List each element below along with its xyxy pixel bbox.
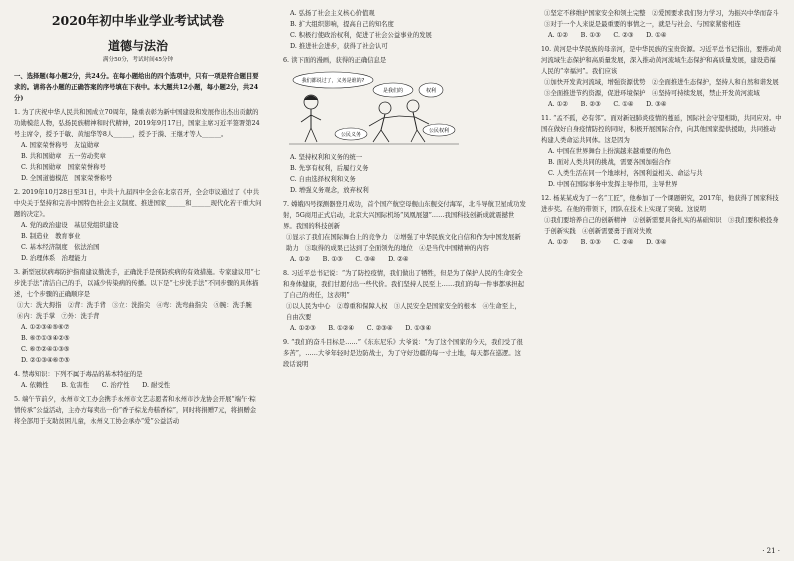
bubble-text-3: 权利 — [425, 88, 437, 94]
question-1-option: D. 全国道德模范 国家荣誉称号 — [21, 175, 113, 182]
question-5-option: B. 扩大组织影响，提高自己的知名度 — [290, 21, 394, 28]
question-5-option: D. 推进社会进步，获得了社会认可 — [290, 43, 388, 50]
cartoon-illustration — [289, 70, 459, 150]
question-1-option: B. 共和国勋章 五一劳动奖章 — [21, 153, 106, 160]
question-3-option: B. ⑥⑦①③④②⑤ — [21, 335, 70, 342]
column-middle — [283, 8, 526, 556]
question-3-option: C. ⑥⑦②④①③⑤ — [21, 346, 70, 353]
question-6-stem: 6. 读下面的漫画，获得的正确信息是 — [283, 57, 387, 64]
question-6-option: D. 增强义务观念，放弃权利 — [290, 187, 369, 194]
tag-text-1: 公民义务 — [340, 132, 362, 138]
question-4-options: A. 依赖性 B. 危害性 C. 治疗性 D. 耐受性 — [21, 382, 171, 389]
question-2-option: D. 治理体系 治理能力 — [21, 255, 87, 262]
question-11-option: D. 中国在国际事务中发挥主导作用，主导世界 — [548, 181, 678, 188]
question-11-stem: 11. “孟不孤，必有邻”。面对新冠肺炎疫情的蔓延，国际社会守望相助，共同应对。中国在做好自身疫情防控的同时，积极开展国际合作，向其他国家提供援助，共同推动构建人类命运共同体。这是因为 — [541, 115, 782, 144]
tag-text-2: 公民权利 — [428, 128, 450, 134]
question-1-option: A. 国家荣誉称号 友谊勋章 — [21, 142, 100, 149]
person-head-icon — [379, 102, 391, 114]
question-1-option: C. 共和国勋章 国家荣誉称号 — [21, 164, 106, 171]
person-hair-icon — [304, 96, 318, 101]
exam-meta: 满分50分，考试时间45分钟 — [102, 57, 174, 63]
question-9-stem: 9. “我们的奋斗目标是……”《东东尼乐》大爷说：“为了这个国家的今天，我们受了很多苦”，……大爷年轻时是边防战士，为了守好边疆的每一寸土地，每天都在巡逻。这段话说明 — [283, 339, 523, 368]
question-10-detail: ①加快开发黄河流域，增强资源优势 ②全面推进生态保护，坚持人和自然和谐发展 ③全面推进节约资源，促进环境保护 ④坚持可持续发展，禁止开发黄河流域 — [544, 79, 786, 97]
question-9-detail: ①坚定不移维护国家安全和领土完整 ②爱国要求我们努力学习，为振兴中华而奋斗 ③对于一个人来说是最重要的事情之一，就是与社会、与国家紧密相连 — [544, 10, 786, 28]
exam-title: 2020年初中毕业学业考试试卷 — [51, 13, 225, 28]
section-heading: 一、选择题(每小题2分，共24分。在每小题给出的四个选项中，只有一项是符合题目要求的。请将各小题的正确答案的序号填在下表中。本大题共12小题，每小题2分，共24分) — [14, 73, 259, 102]
page-number: · 21 · — [762, 547, 780, 555]
exam-subject: 道德与法治 — [107, 39, 168, 53]
question-1-stem: 1. 为了庆祝中华人民共和国成立70周年，隆重表彰为新中国建设和发展作出杰出贡献的功勋模范人物，弘扬民族精神和时代精神，2019年9月17日，国家主席习近平签署第24号主席令，授予于敏、黄旭华等8人______，授予于漪、王继才等人______。 — [14, 109, 260, 138]
question-6-option: A. 坚持权利和义务的统一 — [290, 154, 363, 161]
column-left — [14, 8, 262, 556]
cartoon-figure — [283, 70, 526, 150]
question-10-options: A. ①② B. ②③ C. ①④ D. ③④ — [548, 101, 667, 108]
column-right — [541, 8, 786, 556]
question-5-option: A. 弘扬了社会主义核心价值观 — [290, 10, 375, 17]
question-9-options: A. ①② B. ①③ C. ②③ D. ①④ — [548, 32, 667, 39]
bubble-text-2: 是我们的 — [382, 88, 404, 94]
question-5-stem: 5. 端午节前夕，永州市文工办会携手永州市文艺志愿者和永州市沙龙协会开展“端午·粽情传承”公益活动，主办方每卖出一份“香子棕龙舟糕香棕”，同时将捐赠7元，将捐赠金将全部用于支助贫困儿童，永州义工协会承办“爱”公益活动 — [14, 396, 257, 425]
question-7-options: A. ①② B. ①③ C. ③④ D. ②④ — [290, 256, 409, 263]
question-10-stem: 10. 黄河是中华民族的母亲河，是中华民族的宝贵资源。习近平总书记指出，要推动黄河流域生态保护和高质量发展，深入推动黄河流域生态保护和高质量发展，建设造福人民的“幸福河”。我们应该 — [541, 46, 782, 75]
question-12-stem: 12. 杨某某成为了一名“工匠”，他参加了一个课题研究，2017年，他获得了国家科技进步奖。在他的带领下，团队在技术上实现了突破。这说明 — [541, 195, 779, 213]
bubble-text-1: 我们都说过了，义务是谁的? — [301, 78, 365, 84]
question-11-option: A. 中国在世界舞台上扮演越来越重要的角色 — [548, 148, 671, 155]
question-7-detail: ①显示了我们在国际舞台上的竞争力 ②增强了中华民族文化自信和作为中国发展新助力 ③取得的成果已达到了全面领先的地位 ④是当代中国精神的内容 — [286, 234, 521, 252]
question-3-detail: ①大：洗大拇指 ②背：洗手背 ③立：洗指尖 ④弯：洗弯曲指尖 ⑤腕：洗手腕 ⑥内：洗手掌 ⑦外：洗手背 — [17, 302, 259, 320]
question-7-stem: 7. 嫦娥四号探测器登月成功，首个国产航空母舰山东舰交付海军，北斗导航卫星成功发射，5G商用正式启动，北京大兴国际机场“凤凰展翅”……我国科技创新成就震撼世界。我国的科技创新 — [283, 201, 526, 230]
question-8-options: A. ①②③ B. ①②④ C. ②③④ D. ①③④ — [290, 325, 432, 332]
question-11-option: B. 面对人类共同的挑战，需要各国加强合作 — [548, 159, 671, 166]
question-12-options: A. ①② B. ①③ C. ②④ D. ③④ — [548, 239, 667, 246]
question-2-option: B. 制造业 教育事业 — [21, 233, 81, 240]
question-6-option: C. 自由选择权利和义务 — [290, 176, 356, 183]
question-2-option: C. 基本经济制度 依法治国 — [21, 244, 100, 251]
question-4-stem: 4. 禁毒知识：下列不属于毒品的基本特征的是 — [14, 371, 143, 378]
question-12-detail: ①我们要培养自己的创新精神 ②创新需要具备扎实的基础知识 ③我们要积极投身于创新实践 ④创新需要勇于面对失败 — [544, 217, 779, 235]
question-6-option: B. 先享有权利，后履行义务 — [290, 165, 369, 172]
question-8-detail: ①以人民为中心 ②尊重和保障人权 ③人民安全是国家安全的根本 ④生命至上，自由次要 — [286, 303, 521, 321]
question-8-stem: 8. 习近平总书记说：“为了防控疫情，我们做出了牺牲，但是为了保护人民的生命安全和身体健康，我们甘愿付出一些代价。我们坚持人民至上……我们的每一件事都承担起了自己的责任，这表明” — [283, 270, 525, 299]
question-5-option: C. 积极行使政治权利，促进了社会公益事业的发展 — [290, 32, 432, 39]
question-3-stem: 3. 新型冠状病毒防护指南建议勤洗手，正确洗手是预防疾病的有效措施。专家建议用“七步洗手法”清洁自己的手，以减少传染病的传播。以下是“七步洗手法”不同步骤的具体描述，七个步骤的正确顺序是 — [14, 269, 261, 298]
question-2-option: A. 党的政治建设 基层党组织建设 — [21, 222, 119, 229]
exam-header — [14, 12, 262, 65]
question-3-option: D. ②①③④⑥⑦⑤ — [21, 357, 70, 364]
person-head-icon — [407, 100, 419, 112]
question-2-stem: 2. 2019年10月28日至31日，中共十九届四中全会在北京召开，全会审议通过了《中共中央关于坚持和完善中国特色社会主义制度、推进国家______和______现代化若干重大问题的决定》。 — [14, 189, 262, 218]
question-11-option: C. 人类生活在同一个地球村，各国利益相关、命运与共 — [548, 170, 703, 177]
question-3-option: A. ①②③④⑤⑥⑦ — [21, 324, 70, 331]
